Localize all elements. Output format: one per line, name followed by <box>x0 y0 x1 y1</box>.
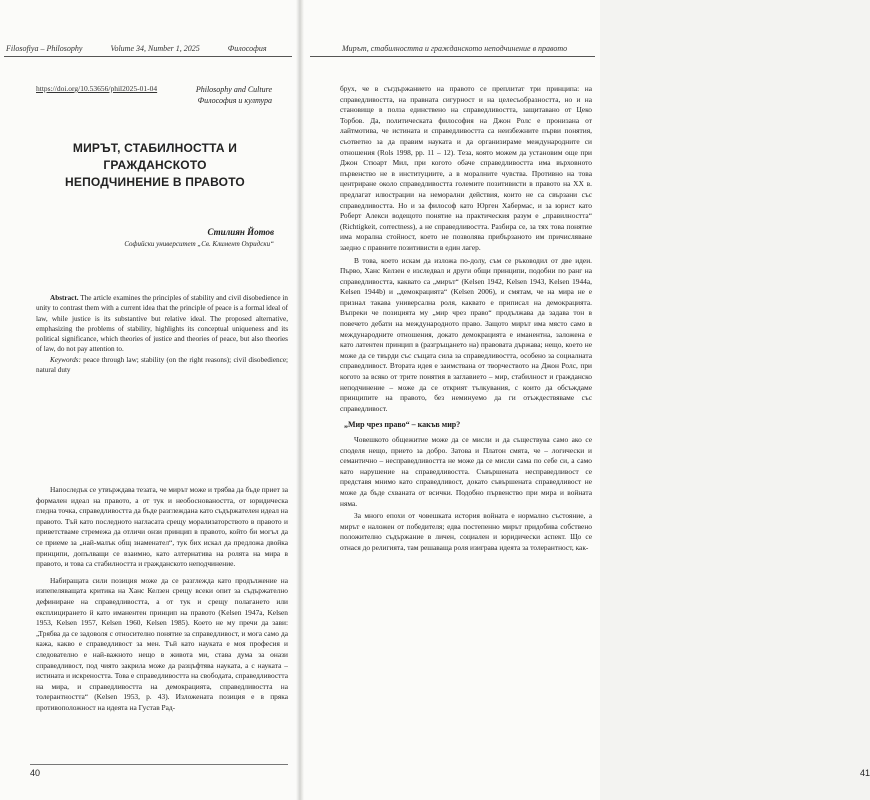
right-body-text <box>340 84 592 556</box>
keywords-label: Keywords: <box>50 355 81 364</box>
doi-link[interactable]: https://doi.org/10.53656/phil2025-01-04 <box>36 84 158 93</box>
page-number: 41 <box>860 768 870 778</box>
right-running-head: Мирът, стабилността и гражданското неподчинение в правото <box>342 44 568 53</box>
left-body-text <box>36 485 288 713</box>
section-heading: „Мир чрез право“ – какъв мир? <box>344 420 461 430</box>
keywords <box>36 355 288 376</box>
paragraph: Набиращата сили позиция може да се разглежда като продължение на изпепеляващата критика на Ханс Келзен срещу всеки опит за съдържателно дефиниране на справедливостта, а от тук и срещу полагането или експлицирането й като иманентен принцип на правото (Kelsen 1947a, Kelsen 1953, Kelsen 1957, Kelsen 1960, Kelsen 1985). Което не му пречи да зави: „Трябва да се задоволя с относително понятие за справедливост, и мога само да кажа, какво е справедливост за мен. Тъй като науката е моя професия и следователно е най-важното нещо в живота ми, става дума за онази справедливост, под чиято закрила може да разцъфтява науката, а с науката – истината и искреността. Това е справедливостта на свободата, справедливостта на мира, и справедливостта на демокрацията, справедливостта на толерантността“ (Kelsen 1953, p. 43). Изложената позиция е в пряка противоположност на идеята на Густав Рад- <box>36 575 288 712</box>
left-running-head <box>6 44 293 53</box>
paragraph: В това, което искам да изложа по-долу, съм се ръководил от две идеи. Първо, Ханс Келзен е изследвал и други общи принципи, подобни по ранг на справедливостта, каквато са „мирът“ (Kelsen 1942, Kelsen 1943, Kelsen 1944a, Kelsen 1944b) и „демокрацията“ (Kelsen 2006), и смятам, че на мира не е признал такава универсална роля, каквато е приписал на демокрацията. Въпреки че позицията му „мир чрез право“ продължава да задава тон в повечето дебати на международното право. Защото мирът има място само в международните отношения, докато демокрацията е иманентна, заложена е като латентен принцип в (разгръщането на) правовата държава; нещо, което не може да се твърди със същата сила за справедливостта, особено за социалната справедливост. Втората идея е заимствана от творчеството на Джон Ролс, при когото за всяко от трите понятия в заглавието – мир, стабилност и гражданско неподчинение – може да се открият тълкувания, с които да обсъждаме принципите на правото, без неминуемо да ги отъждествяваме със справедливост. <box>340 255 592 413</box>
left-page <box>0 0 300 800</box>
paragraph: брух, че в съгдържанието на правото се преплитат три принципа: на справедливостта, на правната сигурност и на целесъобразността, но и на становище в полза единствено на справедливостта, защитавано от Цеко Торбов. Да, политическата философия на Джон Ролс е пронизана от лайтмотива, че истината и справедливостта са неизбежните първи понятия, съответно за да правим науката и да организираме международните си отношения (Rols 1998, pp. 11 – 12). Теза, която можем да установим още при Джон Стюарт Мил, при когото обаче справедливостта има върховното първенство не в институциите, а в моралните чувства. Противно на това центриране около справедливостта големите позитивисти в правото на XX в. предлагат илюстрации на неморални действия, които не са свързани със справедливостта. Но и за философ като Юрген Хабермас, и за юрист като Роберт Алекси водещото понятие на практическия разум е „правилността“ (Richtigkeit, correctness), а не справедливостта. Разбира се, за тях това понятие има морална стойност, което не позволява прибързаното им причисляване заедно с правните позитивисти в един лагер. <box>340 84 592 252</box>
footer-rule <box>30 764 288 765</box>
abstract-text: The article examines the principles of stability and civil disobedience in unity to contrast them with a current idea that the principle of peace is a formal ideal of law, while justice is its substantive but relative ideal. The proposed alternative, emphasizing the problems of stability, highlights its conceptual uniqueness and its political significance, which theories of justice and theories of peace, but also theories of law, do not pay attention to. <box>36 294 288 354</box>
page-number: 40 <box>30 768 41 778</box>
journal-block <box>196 84 272 106</box>
volume-info: Volume 34, Number 1, 2025 <box>110 44 200 53</box>
paragraph: За много епохи от човешката история войната е нормално състояние, а мирът е наложен от победителя; едва постепенно мирът придобива собствено положително съдържание в личен, социален и юридически аспект. Що се отнася до религията, там решаваща роля изиграва идеята за толерантност, как- <box>340 511 592 552</box>
author-name: Стилиян Йотов <box>207 227 274 237</box>
author-affiliation: Софийски университет „Св. Климент Охридски“ <box>124 240 274 248</box>
article-title <box>30 140 280 191</box>
journal-name: Filosofiya – Philosophy <box>6 44 83 53</box>
article-title-line2: НЕПОДЧИНЕНИЕ В ПРАВОТО <box>65 175 245 189</box>
journal-block-line1: Philosophy and Culture <box>195 85 272 94</box>
article-title-line1: МИРЪТ, СТАБИЛНОСТТА И ГРАЖДАНСКОТО <box>72 141 238 172</box>
abstract-body <box>36 293 288 355</box>
header-rule <box>4 56 292 57</box>
paragraph: Напоследък се утвърждава тезата, че мирът може и трябва да бъде приет за формален идеал на правото, а от тук и необосноваността, от юридическа гледна точка, справедливостта да бъде разглеждана като съдържателен идеал на правото. Тъй като последното нагласата срещу морализаторството в правото и приветстваме стремежа да отличи онзи принцип в правото, който би могъл да се приеме за „най-малък общ знаменател“, тук бих искал да предложа двойка принципи, допълващи се взаимно, като алтернатива на ролята на мира в правото, и това са стабилността и гражданското неподчинение. <box>36 485 288 569</box>
header-rule <box>310 56 595 57</box>
abstract <box>36 293 288 375</box>
section-name: Философия <box>227 44 267 53</box>
abstract-label: Abstract. <box>50 294 79 302</box>
keywords-text: peace through law; stability (on the right reasons); civil disobedience; natural duty <box>36 355 289 375</box>
paragraph: Човешкото общежитие може да се мисли и да съществува само ако се споделя нещо, прието за добро. Затова и Платон смята, че – логически и семантично – несправедливостта не може да се мисли сама по себе си, а само като нарушение на справедливостта. Съвършената несправедливост се представя мнимо като справедливост, докато съвършената справедливост не може да бъде схваната от всички. Подобно първенство при мира и войната няма. <box>340 435 592 508</box>
right-page <box>300 0 870 800</box>
journal-block-line2: Философия и култура <box>197 96 272 105</box>
